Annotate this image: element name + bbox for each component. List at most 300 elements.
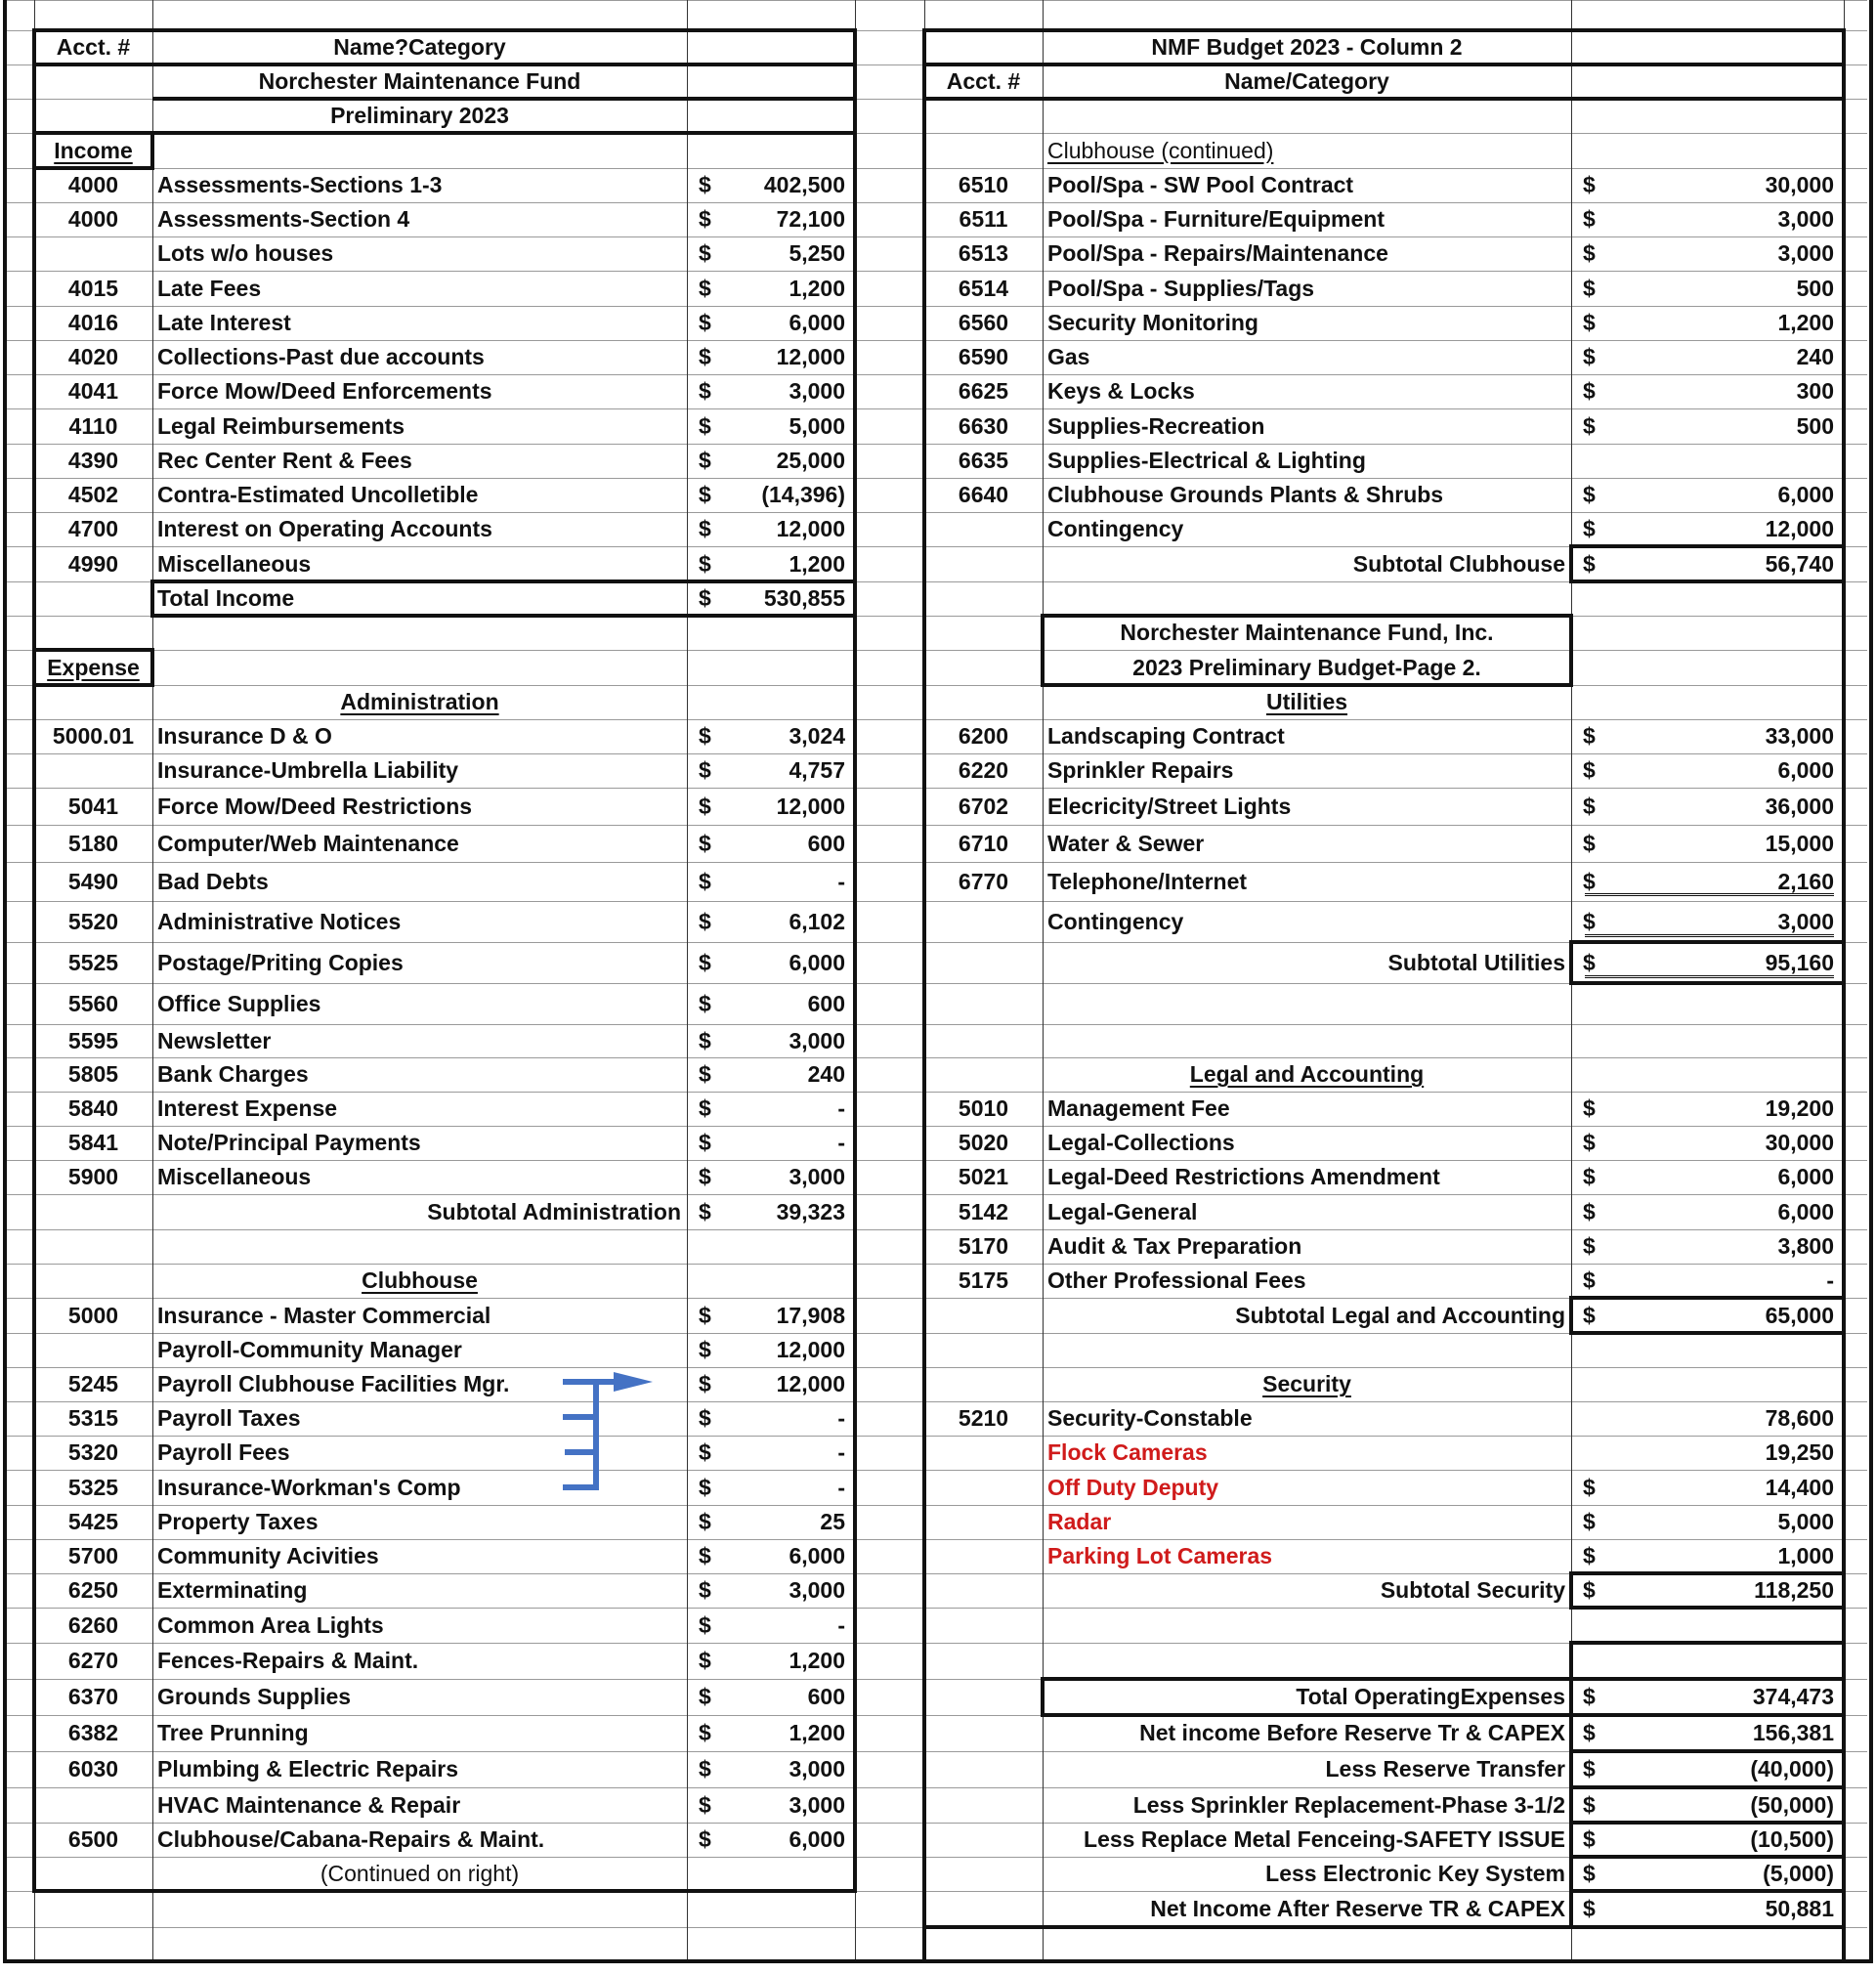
line-item-name-cell[interactable] xyxy=(1043,1401,1571,1436)
account-number-cell[interactable] xyxy=(34,546,152,581)
account-number-cell-text: 4700 xyxy=(67,516,119,541)
line-item-name-cell[interactable] xyxy=(152,1715,687,1751)
account-number-cell[interactable] xyxy=(924,1401,1043,1436)
line-item-name-cell[interactable] xyxy=(1043,340,1571,374)
account-number-cell[interactable] xyxy=(34,753,152,788)
amount-cell[interactable] xyxy=(1571,478,1844,512)
currency-symbol: $ xyxy=(1583,275,1596,301)
line-item-name-cell[interactable] xyxy=(152,236,687,271)
subtotal-legal-amount[interactable] xyxy=(1571,1298,1844,1333)
amount-cell[interactable] xyxy=(687,1092,855,1126)
account-number-cell-text: 5041 xyxy=(67,793,119,819)
line-item-name-cell[interactable] xyxy=(152,202,687,236)
amount-cell[interactable] xyxy=(687,901,855,942)
line-item-name-cell[interactable] xyxy=(152,546,687,581)
summary-line-label[interactable] xyxy=(1043,1891,1571,1927)
amount-value: (5,000) xyxy=(1763,1861,1834,1886)
line-item-name-cell[interactable] xyxy=(1043,374,1571,408)
amount-cell[interactable] xyxy=(687,1539,855,1573)
amount-cell[interactable] xyxy=(1571,168,1844,202)
empty-box xyxy=(1569,1641,1846,1681)
line-item-name-cell-text: Exterminating xyxy=(157,1577,308,1603)
line-item-name-cell[interactable] xyxy=(152,719,687,753)
account-number-cell[interactable] xyxy=(34,1715,152,1751)
currency-symbol: $ xyxy=(699,1684,711,1709)
account-number-cell-text: 5245 xyxy=(67,1371,119,1396)
amount-cell[interactable] xyxy=(687,1643,855,1679)
account-number-cell[interactable] xyxy=(34,1024,152,1057)
currency-symbol: $ xyxy=(699,1543,711,1568)
line-item-name-cell[interactable] xyxy=(152,408,687,444)
line-item-name-cell[interactable] xyxy=(152,1751,687,1787)
account-number-cell[interactable] xyxy=(924,168,1043,202)
acct-column-header-right[interactable] xyxy=(924,64,1043,99)
account-number-cell[interactable] xyxy=(34,942,152,983)
amount-cell[interactable] xyxy=(1571,1470,1844,1505)
line-item-name-cell[interactable] xyxy=(152,444,687,478)
amount-cell[interactable] xyxy=(1571,306,1844,340)
amount-cell[interactable] xyxy=(687,753,855,788)
line-item-name-cell[interactable] xyxy=(152,1643,687,1679)
amount-cell[interactable] xyxy=(1571,1126,1844,1160)
line-item-name-cell[interactable] xyxy=(152,1679,687,1715)
account-number-cell[interactable] xyxy=(34,1367,152,1401)
amount-cell[interactable] xyxy=(687,942,855,983)
account-number-cell[interactable] xyxy=(34,1608,152,1643)
line-item-name-cell[interactable] xyxy=(1043,1194,1571,1229)
account-number-cell[interactable] xyxy=(34,444,152,478)
line-item-name-cell[interactable] xyxy=(152,1333,687,1367)
line-item-name-cell[interactable] xyxy=(152,1160,687,1194)
account-number-cell-text: 6710 xyxy=(958,830,1009,856)
amount-cell[interactable] xyxy=(687,306,855,340)
amount-cell[interactable] xyxy=(1571,1539,1844,1573)
column2-title[interactable] xyxy=(1043,30,1571,64)
account-number-cell[interactable] xyxy=(924,1126,1043,1160)
amount-cell[interactable] xyxy=(1571,1092,1844,1126)
subtotal-clubhouse-label[interactable] xyxy=(1043,546,1571,581)
summary-line-amount[interactable] xyxy=(1571,1751,1844,1787)
summary-line-amount[interactable] xyxy=(1571,1823,1844,1857)
line-item-name-cell[interactable] xyxy=(152,901,687,942)
account-number-cell[interactable] xyxy=(924,1194,1043,1229)
amount-cell[interactable] xyxy=(1571,444,1844,478)
subtotal-security-label[interactable] xyxy=(1043,1573,1571,1608)
amount-value: 500 xyxy=(1796,412,1834,439)
amount-cell[interactable] xyxy=(687,1057,855,1092)
account-number-cell[interactable] xyxy=(34,788,152,825)
amount-cell[interactable] xyxy=(687,788,855,825)
page2-title[interactable] xyxy=(1043,616,1571,650)
line-item-name-cell-text: Bad Debts xyxy=(157,868,269,894)
account-number-cell[interactable] xyxy=(924,1092,1043,1126)
line-item-name-cell[interactable] xyxy=(152,1024,687,1057)
account-number-cell[interactable] xyxy=(34,1643,152,1679)
amount-cell[interactable] xyxy=(1571,1160,1844,1194)
account-number-cell[interactable] xyxy=(34,1751,152,1787)
amount-cell[interactable] xyxy=(1571,753,1844,788)
account-number-cell[interactable] xyxy=(34,719,152,753)
amount-cell[interactable] xyxy=(687,983,855,1024)
account-number-cell[interactable] xyxy=(924,788,1043,825)
line-item-name-cell[interactable] xyxy=(1043,1436,1571,1470)
amount-cell[interactable] xyxy=(1571,1401,1844,1436)
line-item-name-cell[interactable] xyxy=(1043,901,1571,942)
total-income-label[interactable] xyxy=(152,581,687,616)
amount-cell[interactable] xyxy=(1571,512,1844,546)
line-item-name-cell[interactable] xyxy=(152,788,687,825)
line-item-name-cell[interactable] xyxy=(1043,788,1571,825)
currency-symbol: $ xyxy=(1583,1509,1596,1534)
account-number-cell[interactable] xyxy=(924,408,1043,444)
account-number-cell[interactable] xyxy=(34,1298,152,1333)
line-item-name-cell[interactable] xyxy=(152,168,687,202)
account-number-cell[interactable] xyxy=(924,1436,1043,1470)
line-item-name-cell[interactable] xyxy=(1043,408,1571,444)
line-item-name-cell-text: Water & Sewer xyxy=(1047,830,1205,856)
summary-line-amount[interactable] xyxy=(1571,1857,1844,1891)
account-number-cell[interactable] xyxy=(924,862,1043,901)
line-item-name-cell[interactable] xyxy=(152,862,687,901)
amount-cell[interactable] xyxy=(687,1608,855,1643)
currency-symbol: $ xyxy=(699,172,711,197)
fund-title[interactable] xyxy=(152,64,687,99)
line-item-name-cell[interactable] xyxy=(1043,825,1571,862)
currency-symbol: $ xyxy=(699,1648,711,1673)
account-number-cell[interactable] xyxy=(34,1333,152,1367)
account-number-cell[interactable] xyxy=(34,340,152,374)
line-item-name-cell[interactable] xyxy=(1043,1470,1571,1505)
amount-cell[interactable] xyxy=(1571,408,1844,444)
amount-value: 530,855 xyxy=(763,585,845,611)
summary-line-amount[interactable] xyxy=(1571,1715,1844,1751)
line-item-name-cell[interactable] xyxy=(1043,1092,1571,1126)
line-item-name-cell[interactable] xyxy=(152,753,687,788)
line-item-name-cell[interactable] xyxy=(152,1539,687,1573)
clubhouse-heading[interactable] xyxy=(152,1264,687,1298)
amount-cell[interactable] xyxy=(687,546,855,581)
account-number-cell[interactable] xyxy=(34,1573,152,1608)
account-number-cell[interactable] xyxy=(924,478,1043,512)
amount-cell[interactable] xyxy=(1571,1505,1844,1539)
line-item-name-cell[interactable] xyxy=(152,1092,687,1126)
summary-line-label[interactable] xyxy=(1043,1715,1571,1751)
currency-symbol: $ xyxy=(1583,1896,1596,1921)
amount-cell[interactable] xyxy=(1571,1436,1844,1470)
amount-cell[interactable] xyxy=(1571,788,1844,825)
amount-cell[interactable] xyxy=(687,444,855,478)
line-item-name-cell-text: Common Area Lights xyxy=(157,1611,384,1638)
line-item-name-cell[interactable] xyxy=(152,983,687,1024)
line-item-name-cell[interactable] xyxy=(152,942,687,983)
expense-section-label[interactable] xyxy=(34,650,152,685)
account-number-cell[interactable] xyxy=(34,478,152,512)
line-item-name-cell[interactable] xyxy=(152,374,687,408)
amount-cell[interactable] xyxy=(687,168,855,202)
amount-cell[interactable] xyxy=(1571,374,1844,408)
currency-symbol: $ xyxy=(699,585,711,611)
account-number-cell[interactable] xyxy=(34,306,152,340)
account-number-cell[interactable] xyxy=(924,1539,1043,1573)
account-number-cell[interactable] xyxy=(924,719,1043,753)
line-item-name-cell-text: Miscellaneous xyxy=(157,1164,312,1189)
account-number-cell[interactable] xyxy=(34,408,152,444)
currency-symbol: $ xyxy=(699,1061,711,1087)
amount-cell[interactable] xyxy=(1571,236,1844,271)
amount-cell[interactable] xyxy=(1571,340,1844,374)
summary-line-label[interactable] xyxy=(1043,1679,1571,1715)
account-number-cell[interactable] xyxy=(924,374,1043,408)
line-item-name-cell-text: Supplies-Recreation xyxy=(1047,412,1265,439)
amount-cell[interactable] xyxy=(687,1333,855,1367)
line-item-name-cell[interactable] xyxy=(1043,1229,1571,1264)
amount-cell[interactable] xyxy=(1571,1194,1844,1229)
account-number-cell[interactable] xyxy=(34,1057,152,1092)
amount-cell[interactable] xyxy=(687,1573,855,1608)
line-item-name-cell[interactable] xyxy=(152,1505,687,1539)
amount-value: 12,000 xyxy=(776,1371,845,1396)
line-item-name-cell[interactable] xyxy=(152,340,687,374)
account-number-cell[interactable] xyxy=(34,236,152,271)
line-item-name-cell[interactable] xyxy=(1043,306,1571,340)
amount-value: 240 xyxy=(807,1061,845,1087)
total-income-amount[interactable] xyxy=(687,581,855,616)
account-number-cell[interactable] xyxy=(924,202,1043,236)
line-item-name-cell[interactable] xyxy=(1043,1539,1571,1573)
account-number-cell[interactable] xyxy=(924,236,1043,271)
account-number-cell-text: 5180 xyxy=(67,830,119,856)
line-item-name-cell[interactable] xyxy=(1043,202,1571,236)
line-item-name-cell[interactable] xyxy=(1043,1505,1571,1539)
account-number-cell[interactable] xyxy=(924,271,1043,306)
line-item-name-cell[interactable] xyxy=(152,1573,687,1608)
account-number-cell[interactable] xyxy=(924,1160,1043,1194)
currency-symbol: $ xyxy=(699,908,711,934)
line-item-name-cell[interactable] xyxy=(152,1823,687,1857)
amount-cell[interactable] xyxy=(687,1470,855,1505)
account-number-cell-text: 4016 xyxy=(67,310,119,335)
line-item-name-cell[interactable] xyxy=(1043,1126,1571,1160)
amount-cell[interactable] xyxy=(1571,719,1844,753)
account-number-cell[interactable] xyxy=(34,374,152,408)
amount-cell[interactable] xyxy=(687,202,855,236)
currency-symbol: $ xyxy=(699,830,711,856)
summary-line-label[interactable] xyxy=(1043,1787,1571,1823)
account-number-cell[interactable] xyxy=(34,1470,152,1505)
line-item-name-cell[interactable] xyxy=(152,271,687,306)
amount-cell[interactable] xyxy=(687,719,855,753)
line-item-name-cell-text: Clubhouse/Cabana-Repairs & Maint. xyxy=(157,1826,545,1852)
account-number-cell[interactable] xyxy=(924,306,1043,340)
amount-cell[interactable] xyxy=(1571,1229,1844,1264)
amount-value: 3,000 xyxy=(789,1027,845,1053)
line-item-name-cell[interactable] xyxy=(1043,271,1571,306)
amount-cell[interactable] xyxy=(687,1401,855,1436)
account-number-cell[interactable] xyxy=(34,1505,152,1539)
summary-line-label[interactable] xyxy=(1043,1823,1571,1857)
subtotal-clubhouse-amount[interactable] xyxy=(1571,546,1844,581)
account-number-cell[interactable] xyxy=(34,862,152,901)
amount-cell[interactable] xyxy=(687,825,855,862)
summary-line-amount[interactable] xyxy=(1571,1891,1844,1927)
summary-line-label[interactable] xyxy=(1043,1857,1571,1891)
currency-symbol: $ xyxy=(1583,482,1596,507)
line-item-name-cell[interactable] xyxy=(152,825,687,862)
amount-cell[interactable] xyxy=(687,478,855,512)
amount-cell[interactable] xyxy=(687,1436,855,1470)
account-number-cell[interactable] xyxy=(34,1823,152,1857)
line-item-name-cell[interactable] xyxy=(152,306,687,340)
account-number-cell[interactable] xyxy=(34,1160,152,1194)
account-number-cell[interactable] xyxy=(34,1679,152,1715)
summary-line-label[interactable] xyxy=(1043,1751,1571,1787)
amount-cell[interactable] xyxy=(687,1024,855,1057)
continued-note[interactable] xyxy=(152,1857,687,1891)
account-number-cell[interactable] xyxy=(924,1229,1043,1264)
account-number-cell-text: 6635 xyxy=(958,448,1009,473)
gridline xyxy=(855,0,856,1961)
line-item-name-cell[interactable] xyxy=(1043,478,1571,512)
double-underline xyxy=(1585,893,1834,896)
account-number-cell[interactable] xyxy=(34,901,152,942)
name-column-header[interactable] xyxy=(152,30,687,64)
account-number-cell[interactable] xyxy=(924,340,1043,374)
gridline xyxy=(924,1925,1844,1929)
line-item-name-cell-text: Computer/Web Maintenance xyxy=(157,830,459,856)
account-number-cell[interactable] xyxy=(34,983,152,1024)
account-number-cell-text: 5700 xyxy=(67,1543,119,1568)
name-column-header-right-text: Name/Category xyxy=(1224,68,1389,94)
amount-cell[interactable] xyxy=(687,1715,855,1751)
line-item-name-cell-text: Legal Reimbursements xyxy=(157,412,405,439)
amount-cell[interactable] xyxy=(687,374,855,408)
utilities-heading[interactable] xyxy=(1043,685,1571,719)
amount-cell[interactable] xyxy=(1571,202,1844,236)
amount-cell[interactable] xyxy=(687,1823,855,1857)
account-number-cell[interactable] xyxy=(924,753,1043,788)
amount-value: 6,000 xyxy=(789,1543,845,1568)
amount-cell[interactable] xyxy=(687,408,855,444)
amount-cell[interactable] xyxy=(687,271,855,306)
amount-cell[interactable] xyxy=(687,1160,855,1194)
line-item-name-cell[interactable] xyxy=(1043,1264,1571,1298)
amount-value: 6,102 xyxy=(789,908,845,934)
amount-value: 2,160 xyxy=(1777,868,1834,894)
name-column-header-right[interactable] xyxy=(1043,64,1571,99)
line-item-name-cell-text: Insurance-Workman's Comp xyxy=(157,1474,461,1500)
account-number-cell[interactable] xyxy=(924,444,1043,478)
subtotal-administration-label[interactable] xyxy=(152,1194,687,1229)
legal-heading[interactable] xyxy=(1043,1057,1571,1092)
line-item-name-cell[interactable] xyxy=(1043,862,1571,901)
amount-cell[interactable] xyxy=(687,512,855,546)
line-item-name-cell[interactable] xyxy=(152,1126,687,1160)
acct-column-header[interactable] xyxy=(34,30,152,64)
line-item-name-cell[interactable] xyxy=(152,1057,687,1092)
account-number-cell-text: 5560 xyxy=(67,990,119,1016)
budget-subtitle[interactable] xyxy=(152,99,687,133)
account-number-cell[interactable] xyxy=(924,825,1043,862)
account-number-cell[interactable] xyxy=(34,512,152,546)
amount-cell[interactable] xyxy=(687,340,855,374)
line-item-name-cell[interactable] xyxy=(1043,1160,1571,1194)
income-section-label[interactable] xyxy=(34,133,152,168)
account-number-cell[interactable] xyxy=(34,202,152,236)
line-item-name-cell[interactable] xyxy=(152,1608,687,1643)
account-number-cell[interactable] xyxy=(34,1787,152,1823)
account-number-cell[interactable] xyxy=(924,901,1043,942)
amount-value: 5,250 xyxy=(789,240,845,266)
line-item-name-cell[interactable] xyxy=(1043,753,1571,788)
line-item-name-cell[interactable] xyxy=(152,1787,687,1823)
gridline xyxy=(5,650,1867,651)
line-item-name-cell[interactable] xyxy=(152,512,687,546)
amount-cell[interactable] xyxy=(687,236,855,271)
account-number-cell[interactable] xyxy=(924,1264,1043,1298)
account-number-cell-text: 5520 xyxy=(67,908,119,934)
account-number-cell[interactable] xyxy=(34,1126,152,1160)
line-item-name-cell[interactable] xyxy=(1043,236,1571,271)
amount-cell[interactable] xyxy=(687,1505,855,1539)
amount-cell[interactable] xyxy=(687,1787,855,1823)
administration-heading-text: Administration xyxy=(340,689,499,714)
line-item-name-cell[interactable] xyxy=(1043,444,1571,478)
line-item-name-cell[interactable] xyxy=(152,478,687,512)
amount-cell[interactable] xyxy=(687,1126,855,1160)
account-number-cell[interactable] xyxy=(34,1436,152,1470)
account-number-cell[interactable] xyxy=(34,1539,152,1573)
amount-value: 3,000 xyxy=(789,1577,845,1603)
line-item-name-cell[interactable] xyxy=(1043,512,1571,546)
summary-line-amount[interactable] xyxy=(1571,1787,1844,1823)
summary-line-amount[interactable] xyxy=(1571,1679,1844,1715)
currency-symbol: $ xyxy=(699,240,711,266)
amount-cell[interactable] xyxy=(687,1367,855,1401)
account-number-cell[interactable] xyxy=(34,825,152,862)
line-item-name-cell[interactable] xyxy=(1043,719,1571,753)
page2-subtitle[interactable] xyxy=(1043,650,1571,685)
subtotal-administration-amount[interactable] xyxy=(687,1194,855,1229)
amount-cell[interactable] xyxy=(687,1679,855,1715)
account-number-cell[interactable] xyxy=(924,512,1043,546)
amount-cell[interactable] xyxy=(1571,271,1844,306)
subtotal-security-amount[interactable] xyxy=(1571,1573,1844,1608)
subtotal-utilities-label[interactable] xyxy=(1043,942,1571,983)
clubhouse-continued-heading[interactable] xyxy=(1043,133,1571,168)
security-heading[interactable] xyxy=(1043,1367,1571,1401)
amount-value: 6,000 xyxy=(1777,482,1834,507)
amount-cell[interactable] xyxy=(1571,825,1844,862)
account-number-cell[interactable] xyxy=(34,1401,152,1436)
amount-value: 3,000 xyxy=(1777,240,1834,266)
amount-cell[interactable] xyxy=(687,1298,855,1333)
administration-heading[interactable] xyxy=(152,685,687,719)
amount-cell[interactable] xyxy=(1571,1264,1844,1298)
amount-value: 50,881 xyxy=(1765,1896,1834,1921)
account-number-cell[interactable] xyxy=(924,1505,1043,1539)
line-item-name-cell[interactable] xyxy=(1043,168,1571,202)
account-number-cell[interactable] xyxy=(924,1470,1043,1505)
amount-cell[interactable] xyxy=(687,1751,855,1787)
line-item-name-cell[interactable] xyxy=(152,1298,687,1333)
line-item-name-cell-text: Contingency xyxy=(1047,908,1184,934)
account-number-cell[interactable] xyxy=(34,271,152,306)
account-number-cell[interactable] xyxy=(34,168,152,202)
account-number-cell[interactable] xyxy=(34,1092,152,1126)
subtotal-legal-label[interactable] xyxy=(1043,1298,1571,1333)
amount-cell[interactable] xyxy=(687,862,855,901)
currency-symbol: $ xyxy=(699,344,711,369)
